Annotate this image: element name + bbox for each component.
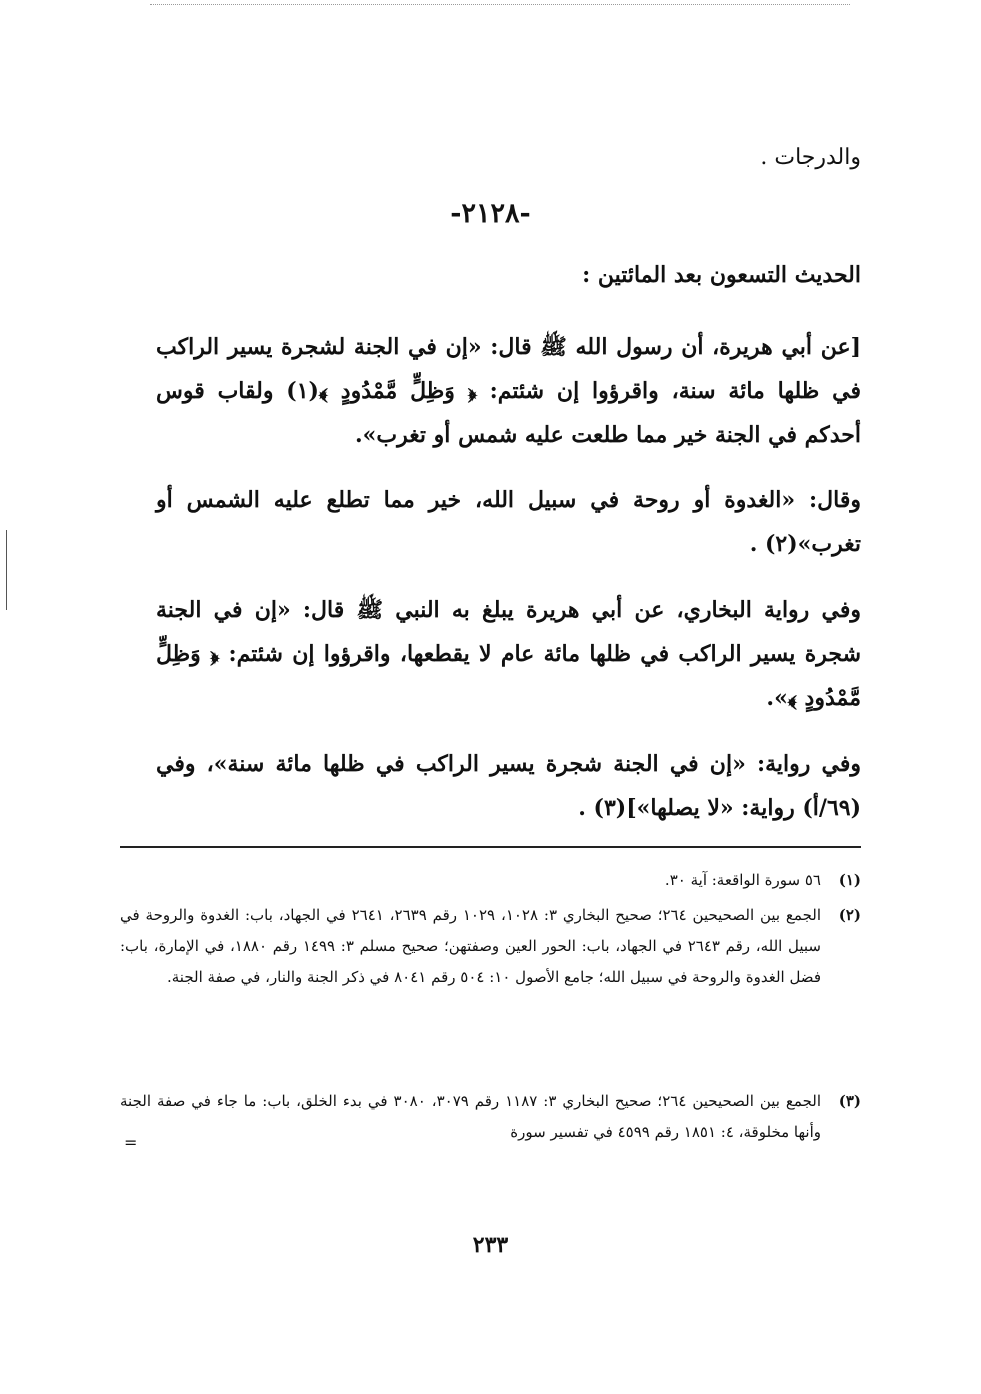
footnote-divider xyxy=(120,846,861,848)
paragraph-2: وقال: «الغدوة أو روحة في سبيل الله، خير مما تطلع عليه الشمس أو تغرب»(٢) . xyxy=(156,487,861,557)
footnote-text: ٥٦ سورة الواقعة: آية ٣٠. xyxy=(664,871,821,889)
footnote-2 xyxy=(120,900,861,993)
footnote-text: الجمع بين الصحيحين ٢٦٤؛ صحيح البخاري ٣: ١٠٢٨، ١٠٢٩ رقم ٢٦٣٩، ٢٦٤١ في الجهاد، باب: الغدوة والروحة في سبيل الله، رقم ٢٦٤٣ في الجهاد، باب: الحور العين وصفتهن؛ صحيح مسلم ٣: ١٤٩٩ رقم ١٨٨٠، في الإمارة، باب: فضل الغدوة والروحة في سبيل الله؛ جامع الأصول ١٠: ٥٠٤ رقم ٨٠٤١ في ذكر الجنة والنار، في صفة الجنة. xyxy=(120,906,822,986)
footnote-1 xyxy=(120,865,861,896)
footnote-number: (٣) xyxy=(838,1092,861,1110)
paragraph-3: وفي رواية البخاري، عن أبي هريرة يبلغ به النبي ﷺ قال: «إن في الجنة شجرة يسير الراكب في ظلها مائة عام لا يقطعها، واقرؤوا إن شئتم: ﴿ وَظِلٍّ مَّمْدُودٍ ﴾». xyxy=(156,597,861,711)
footnote-number: (١) xyxy=(838,871,861,889)
intro-text: والدرجات . xyxy=(760,145,861,170)
continuation-mark: = xyxy=(124,1133,138,1152)
scan-edge-left xyxy=(6,530,7,610)
page-number: ٢٣٣ xyxy=(472,1232,509,1258)
footnote-3 xyxy=(120,1086,861,1148)
section-heading: الحديث التسعون بعد المائتين : xyxy=(582,262,861,288)
footnote-text: الجمع بين الصحيحين ٢٦٤؛ صحيح البخاري ٣: ١١٨٧ رقم ٣٠٧٩، ٣٠٨٠ في بدء الخلق، باب: ما جاء في صفة الجنة وأنها مخلوقة، ٤: ١٨٥١ رقم ٤٥٩٩ في تفسير سورة xyxy=(120,1092,822,1141)
paragraph-1: [عن أبي هريرة، أن رسول الله ﷺ قال: «إن في الجنة لشجرة يسير الراكب في ظلها مائة سنة، واقرؤوا إن شئتم: ﴿ وَظِلٍّ مَّمْدُودٍ ﴾(١) ولقاب قوس أحدكم في الجنة خير مما طلعت عليه شمس أو تغرب». xyxy=(156,334,861,448)
scan-edge-top xyxy=(150,4,850,5)
paragraph-4: وفي رواية: «إن في الجنة شجرة يسير الراكب في ظلها مائة سنة»، وفي (٦٩/أ) رواية: «لا يصلها»](٣) . xyxy=(156,751,861,821)
hadith-number: -٢١٢٨- xyxy=(450,198,531,229)
footnote-number: (٢) xyxy=(838,906,861,924)
